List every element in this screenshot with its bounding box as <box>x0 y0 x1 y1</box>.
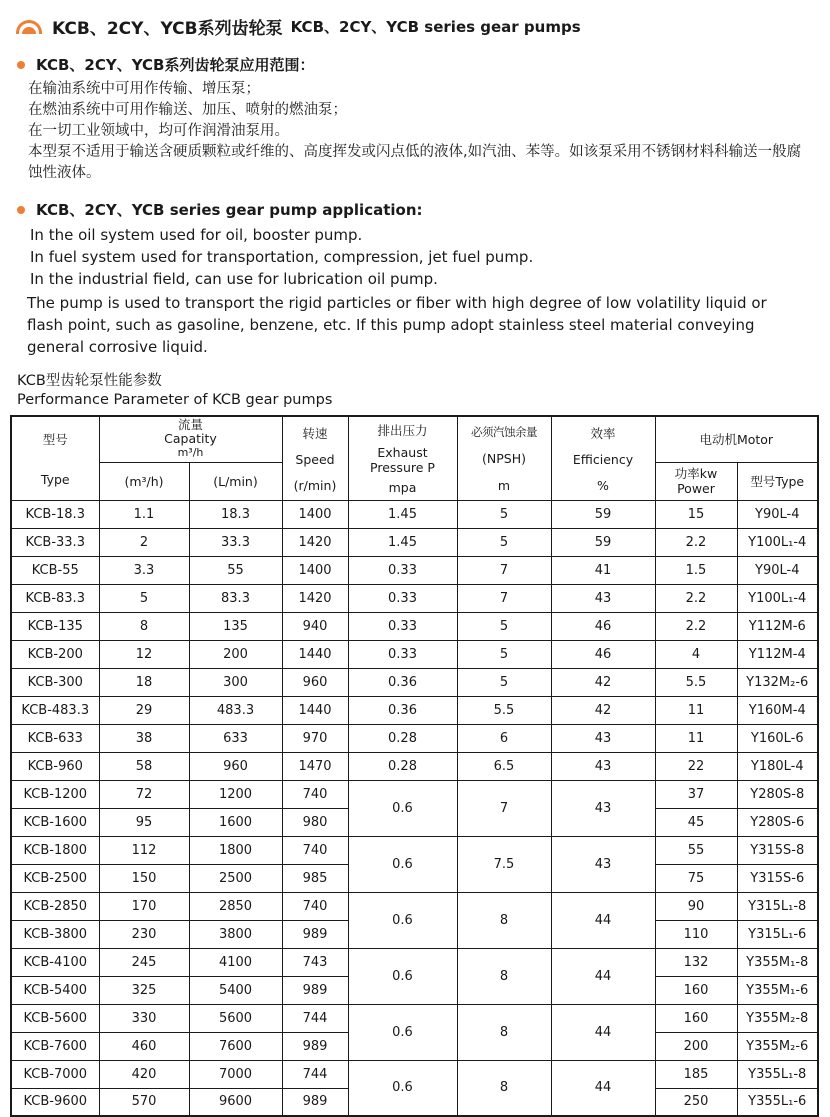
cell-npsh: 8 <box>457 948 551 1004</box>
cell-capacity-lmin: 18.3 <box>189 500 282 528</box>
cell-efficiency: 43 <box>551 836 655 892</box>
cell-pump-type: KCB-7000 <box>11 1060 99 1088</box>
cell-speed: 1420 <box>282 528 348 556</box>
cell-capacity-m3h: 420 <box>99 1060 189 1088</box>
en-paragraph: The pump is used to transport the rigid particles or fiber with high degree of low volatility liquid or flash point, such as gasoline, benzene, etc. If this pump adopt stainless steel material conveying general corrosive liquid. <box>27 294 767 356</box>
cell-pressure: 0.33 <box>348 584 457 612</box>
cell-motor-type: Y280S-6 <box>737 808 818 836</box>
cell-efficiency: 43 <box>551 752 655 780</box>
cell-power: 11 <box>655 724 737 752</box>
cell-power: 110 <box>655 920 737 948</box>
cell-efficiency: 44 <box>551 892 655 948</box>
cell-capacity-lmin: 960 <box>189 752 282 780</box>
cell-speed: 989 <box>282 1032 348 1060</box>
table-row <box>11 780 818 808</box>
cell-pressure: 0.28 <box>348 752 457 780</box>
cell-pressure: 0.6 <box>348 948 457 1004</box>
cell-motor-type: Y315S-6 <box>737 864 818 892</box>
col-header-m3h: (m³/h) <box>99 462 189 500</box>
cell-capacity-lmin: 9600 <box>189 1088 282 1116</box>
cell-speed: 985 <box>282 864 348 892</box>
cell-motor-type: Y355L₁-6 <box>737 1088 818 1116</box>
cell-speed: 740 <box>282 836 348 864</box>
cell-capacity-lmin: 7600 <box>189 1032 282 1060</box>
section-heading-zh <box>17 54 820 75</box>
cell-speed: 743 <box>282 948 348 976</box>
cell-speed: 940 <box>282 612 348 640</box>
cell-power: 185 <box>655 1060 737 1088</box>
cell-capacity-m3h: 18 <box>99 668 189 696</box>
performance-table-body <box>11 500 818 1116</box>
table-row <box>11 724 818 752</box>
cell-pump-type: KCB-3800 <box>11 920 99 948</box>
cell-power: 2.2 <box>655 584 737 612</box>
cell-motor-type: Y90L-4 <box>737 500 818 528</box>
cell-npsh: 6 <box>457 724 551 752</box>
cell-capacity-lmin: 33.3 <box>189 528 282 556</box>
cell-capacity-m3h: 460 <box>99 1032 189 1060</box>
cell-pressure: 0.36 <box>348 696 457 724</box>
cell-power: 11 <box>655 696 737 724</box>
cell-motor-type: Y160M-4 <box>737 696 818 724</box>
cell-pump-type: KCB-200 <box>11 640 99 668</box>
section-heading-en-label: KCB、2CY、YCB series gear pump application: <box>36 201 423 219</box>
cell-pressure: 0.6 <box>348 1060 457 1116</box>
cell-npsh: 5 <box>457 668 551 696</box>
cell-power: 90 <box>655 892 737 920</box>
cell-speed: 1440 <box>282 640 348 668</box>
cell-efficiency: 43 <box>551 724 655 752</box>
cell-capacity-m3h: 245 <box>99 948 189 976</box>
cell-efficiency: 44 <box>551 1004 655 1060</box>
cell-npsh: 8 <box>457 1060 551 1116</box>
section-heading-en <box>17 199 820 220</box>
cell-speed: 989 <box>282 976 348 1004</box>
cell-motor-type: Y355M₁-6 <box>737 976 818 1004</box>
cell-capacity-lmin: 1800 <box>189 836 282 864</box>
cell-efficiency: 42 <box>551 696 655 724</box>
col-header-pressure: 排出压力 Exhaust Pressure P mpa <box>348 416 457 500</box>
cell-speed: 744 <box>282 1004 348 1032</box>
cell-pump-type: KCB-9600 <box>11 1088 99 1116</box>
cell-motor-type: Y112M-4 <box>737 640 818 668</box>
cell-efficiency: 59 <box>551 528 655 556</box>
cell-pressure: 0.36 <box>348 668 457 696</box>
cell-capacity-lmin: 483.3 <box>189 696 282 724</box>
cell-capacity-m3h: 570 <box>99 1088 189 1116</box>
section-heading-zh-label: KCB、2CY、YCB系列齿轮泵应用范围： <box>36 56 315 74</box>
cell-pump-type: KCB-960 <box>11 752 99 780</box>
cell-power: 55 <box>655 836 737 864</box>
table-row <box>11 500 818 528</box>
cell-pump-type: KCB-4100 <box>11 948 99 976</box>
cell-motor-type: Y355M₂-6 <box>737 1032 818 1060</box>
cell-npsh: 5 <box>457 640 551 668</box>
cell-capacity-m3h: 230 <box>99 920 189 948</box>
cell-capacity-m3h: 2 <box>99 528 189 556</box>
cell-efficiency: 59 <box>551 500 655 528</box>
cell-power: 200 <box>655 1032 737 1060</box>
cell-capacity-lmin: 1600 <box>189 808 282 836</box>
table-row <box>11 528 818 556</box>
cell-pump-type: KCB-300 <box>11 668 99 696</box>
cell-efficiency: 44 <box>551 948 655 1004</box>
cell-capacity-lmin: 83.3 <box>189 584 282 612</box>
cell-speed: 1440 <box>282 696 348 724</box>
cell-pump-type: KCB-135 <box>11 612 99 640</box>
cell-efficiency: 43 <box>551 780 655 836</box>
cell-capacity-m3h: 58 <box>99 752 189 780</box>
cell-power: 2.2 <box>655 528 737 556</box>
cell-motor-type: Y132M₂-6 <box>737 668 818 696</box>
zh-line: 在一切工业领域中，均可作润滑油泵用。 <box>28 123 289 139</box>
cell-npsh: 8 <box>457 1004 551 1060</box>
cell-pressure: 0.6 <box>348 892 457 948</box>
col-header-lmin: (L/min) <box>189 462 282 500</box>
cell-capacity-lmin: 55 <box>189 556 282 584</box>
cell-motor-type: Y355M₁-8 <box>737 948 818 976</box>
cell-capacity-m3h: 330 <box>99 1004 189 1032</box>
table-title-zh: KCB型齿轮泵性能参数 <box>17 373 162 389</box>
table-row <box>11 556 818 584</box>
table-row <box>11 612 818 640</box>
cell-capacity-lmin: 1200 <box>189 780 282 808</box>
cell-power: 5.5 <box>655 668 737 696</box>
cell-motor-type: Y315S-8 <box>737 836 818 864</box>
zh-line: 在燃油系统中可用作输送、加压、喷射的燃油泵； <box>28 102 347 118</box>
cell-capacity-lmin: 3800 <box>189 920 282 948</box>
cell-pressure: 1.45 <box>348 500 457 528</box>
cell-pump-type: KCB-2850 <box>11 892 99 920</box>
cell-pump-type: KCB-5400 <box>11 976 99 1004</box>
cell-motor-type: Y355L₁-8 <box>737 1060 818 1088</box>
cell-motor-type: Y180L-4 <box>737 752 818 780</box>
cell-capacity-lmin: 4100 <box>189 948 282 976</box>
table-row <box>11 640 818 668</box>
application-en-text <box>27 224 790 358</box>
cell-capacity-m3h: 95 <box>99 808 189 836</box>
cell-pump-type: KCB-5600 <box>11 1004 99 1032</box>
cell-pump-type: KCB-1200 <box>11 780 99 808</box>
cell-power: 160 <box>655 976 737 1004</box>
page-title-en: KCB、2CY、YCB series gear pumps <box>290 18 581 36</box>
cell-power: 75 <box>655 864 737 892</box>
cell-speed: 1400 <box>282 500 348 528</box>
cell-motor-type: Y160L-6 <box>737 724 818 752</box>
cell-capacity-lmin: 300 <box>189 668 282 696</box>
cell-capacity-m3h: 150 <box>99 864 189 892</box>
col-header-motor-type: 型号Type <box>737 462 818 500</box>
cell-capacity-lmin: 2850 <box>189 892 282 920</box>
cell-npsh: 7 <box>457 584 551 612</box>
cell-pump-type: KCB-1800 <box>11 836 99 864</box>
cell-pressure: 0.33 <box>348 640 457 668</box>
cell-efficiency: 41 <box>551 556 655 584</box>
cell-capacity-m3h: 5 <box>99 584 189 612</box>
page-title-zh: KCB、2CY、YCB系列齿轮泵 <box>52 19 283 39</box>
cell-pump-type: KCB-1600 <box>11 808 99 836</box>
cell-pressure: 0.33 <box>348 612 457 640</box>
cell-capacity-m3h: 1.1 <box>99 500 189 528</box>
cell-pressure: 0.6 <box>348 836 457 892</box>
en-line: In fuel system used for transportation, compression, jet fuel pump. <box>30 248 534 266</box>
cell-capacity-lmin: 135 <box>189 612 282 640</box>
cell-capacity-lmin: 200 <box>189 640 282 668</box>
col-header-motor: 电动机Motor <box>655 416 818 462</box>
table-titles <box>17 372 820 410</box>
performance-table <box>10 415 819 1117</box>
bullet-icon <box>17 61 25 69</box>
cell-motor-type: Y112M-6 <box>737 612 818 640</box>
table-row <box>11 1004 818 1032</box>
cell-npsh: 7 <box>457 556 551 584</box>
en-line: In the industrial field, can use for lubrication oil pump. <box>30 270 438 288</box>
cell-pressure: 0.6 <box>348 1004 457 1060</box>
cell-speed: 970 <box>282 724 348 752</box>
col-header-efficiency: 效率 Efficiency % <box>551 416 655 500</box>
cell-speed: 740 <box>282 780 348 808</box>
cell-capacity-m3h: 12 <box>99 640 189 668</box>
cell-motor-type: Y315L₁-8 <box>737 892 818 920</box>
zh-line: 在输油系统中可用作传输、增压泵； <box>28 81 260 97</box>
cell-motor-type: Y280S-8 <box>737 780 818 808</box>
cell-speed: 960 <box>282 668 348 696</box>
bullet-icon <box>17 206 25 214</box>
cell-motor-type: Y315L₁-6 <box>737 920 818 948</box>
col-header-speed: 转速 Speed (r/min) <box>282 416 348 500</box>
table-row <box>11 836 818 864</box>
en-line: In the oil system used for oil, booster pump. <box>30 226 363 244</box>
cell-motor-type: Y90L-4 <box>737 556 818 584</box>
cell-speed: 1470 <box>282 752 348 780</box>
cell-pump-type: KCB-55 <box>11 556 99 584</box>
cell-capacity-m3h: 3.3 <box>99 556 189 584</box>
col-header-npsh: 必须汽蚀余量 (NPSH) m <box>457 416 551 500</box>
cell-capacity-lmin: 2500 <box>189 864 282 892</box>
col-header-capacity: 流量 Capatity m³/h <box>99 416 282 462</box>
cell-efficiency: 44 <box>551 1060 655 1116</box>
cell-speed: 989 <box>282 1088 348 1116</box>
cell-npsh: 7 <box>457 780 551 836</box>
cell-power: 15 <box>655 500 737 528</box>
cell-power: 1.5 <box>655 556 737 584</box>
cell-capacity-m3h: 112 <box>99 836 189 864</box>
cell-npsh: 6.5 <box>457 752 551 780</box>
cell-power: 160 <box>655 1004 737 1032</box>
cell-efficiency: 46 <box>551 612 655 640</box>
cell-speed: 744 <box>282 1060 348 1088</box>
page-header <box>10 10 820 39</box>
pump-brand-icon <box>16 20 42 34</box>
cell-power: 132 <box>655 948 737 976</box>
cell-pump-type: KCB-633 <box>11 724 99 752</box>
cell-pump-type: KCB-83.3 <box>11 584 99 612</box>
cell-pump-type: KCB-18.3 <box>11 500 99 528</box>
cell-power: 2.2 <box>655 612 737 640</box>
cell-power: 4 <box>655 640 737 668</box>
cell-efficiency: 43 <box>551 584 655 612</box>
cell-efficiency: 46 <box>551 640 655 668</box>
cell-pressure: 0.28 <box>348 724 457 752</box>
cell-motor-type: Y355M₂-8 <box>737 1004 818 1032</box>
cell-capacity-m3h: 72 <box>99 780 189 808</box>
table-title-en: Performance Parameter of KCB gear pumps <box>17 392 333 408</box>
application-zh-text <box>28 79 806 184</box>
cell-capacity-lmin: 5600 <box>189 1004 282 1032</box>
cell-speed: 1420 <box>282 584 348 612</box>
cell-motor-type: Y100L₁-4 <box>737 528 818 556</box>
cell-pump-type: KCB-483.3 <box>11 696 99 724</box>
cell-efficiency: 42 <box>551 668 655 696</box>
cell-npsh: 7.5 <box>457 836 551 892</box>
table-row <box>11 752 818 780</box>
cell-power: 250 <box>655 1088 737 1116</box>
table-row <box>11 696 818 724</box>
cell-pressure: 0.33 <box>348 556 457 584</box>
cell-power: 37 <box>655 780 737 808</box>
cell-pressure: 0.6 <box>348 780 457 836</box>
col-header-type: 型号 Type <box>11 416 99 500</box>
cell-capacity-m3h: 325 <box>99 976 189 1004</box>
cell-speed: 1400 <box>282 556 348 584</box>
cell-npsh: 5 <box>457 500 551 528</box>
cell-capacity-m3h: 29 <box>99 696 189 724</box>
cell-motor-type: Y100L₁-4 <box>737 584 818 612</box>
cell-npsh: 8 <box>457 892 551 948</box>
table-row <box>11 668 818 696</box>
table-row <box>11 948 818 976</box>
table-row <box>11 1060 818 1088</box>
cell-speed: 740 <box>282 892 348 920</box>
cell-pump-type: KCB-33.3 <box>11 528 99 556</box>
cell-pump-type: KCB-2500 <box>11 864 99 892</box>
cell-pump-type: KCB-7600 <box>11 1032 99 1060</box>
cell-npsh: 5.5 <box>457 696 551 724</box>
table-row <box>11 892 818 920</box>
cell-power: 22 <box>655 752 737 780</box>
cell-pressure: 1.45 <box>348 528 457 556</box>
cell-npsh: 5 <box>457 528 551 556</box>
cell-capacity-lmin: 5400 <box>189 976 282 1004</box>
cell-capacity-m3h: 38 <box>99 724 189 752</box>
cell-speed: 980 <box>282 808 348 836</box>
cell-speed: 989 <box>282 920 348 948</box>
cell-capacity-m3h: 8 <box>99 612 189 640</box>
cell-capacity-lmin: 633 <box>189 724 282 752</box>
cell-capacity-lmin: 7000 <box>189 1060 282 1088</box>
zh-line: 本型泵不适用于输送含硬质颗粒或纤维的、高度挥发或闪点低的液体,如汽油、苯等。如该泵采用不锈钢材料科输送一般腐蚀性液体。 <box>28 144 802 181</box>
cell-npsh: 5 <box>457 612 551 640</box>
cell-capacity-m3h: 170 <box>99 892 189 920</box>
col-header-power: 功率kw Power <box>655 462 737 500</box>
cell-power: 45 <box>655 808 737 836</box>
table-row <box>11 584 818 612</box>
